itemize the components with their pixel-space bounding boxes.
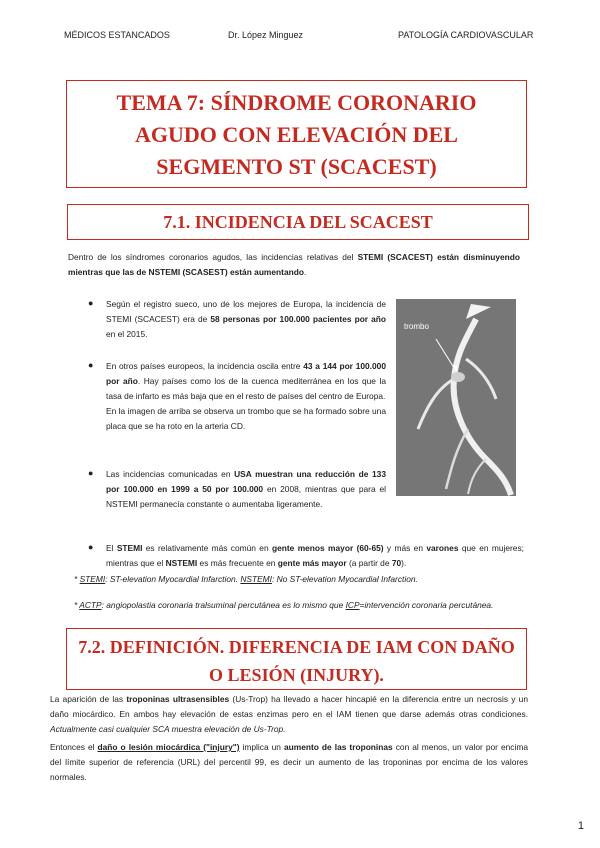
section-2-paragraph-2: Entonces el daño o lesión miocárdica ("injury") implica un aumento de las troponinas con al menos, un valor por encima del límite superior de referencia (URL) del percentil 99, es decir un aumento de las troponinas por encima de los valores normales. [50, 742, 528, 782]
document-title [66, 80, 527, 188]
bullet-dot: ● [88, 468, 94, 478]
section-1-heading: 7.1. INCIDENCIA DEL SCACEST [67, 204, 529, 240]
title-line-2: AGUDO CON ELEVACIÓN DEL [135, 122, 458, 147]
title-line-3: SEGMENTO ST (SCACEST) [156, 154, 437, 179]
footnote-1: * STEMI: ST-elevation Myocardial Infarction. NSTEMI: No ST-elevation Myocardial Infarction. [74, 574, 418, 584]
footnote-2: * ACTP: angiopolastia coronaria tralsuminal percutánea es lo mismo que ICP=intervención coronaria percutánea. [74, 600, 494, 610]
section-2-heading-line-2: O LESIÓN (INJURY). [209, 665, 384, 685]
section-2-paragraph-1: La aparición de las troponinas ultrasensibles (Us-Trop) ha llevado a hacer hincapié en la diferencia entre un necrosis y un daño miocárdico. En ambos hay elevación de estas enzimas pero en el IAM tienen que darse además otras condiciones. Actualmente casi cualquier SCA muestra elevación de Us-Trop. [50, 694, 528, 734]
bullet-2: En otros países europeos, la incidencia oscila entre 43 a 144 por 100.000 por año. Hay países como los de la cuenca mediterránea en los que la tasa de infarto es más baja que en el resto de países del centro de Europa. En la imagen de arriba se observa un trombo que se ha formado sobre una placa que se ha roto en la arteria CD. [106, 361, 386, 431]
bullet-dot: ● [88, 360, 94, 370]
image-label: trombo [404, 322, 429, 331]
bullet-dot: ● [88, 298, 94, 308]
header-center: Dr. López Minguez [228, 30, 304, 40]
bullet-4: El STEMI es relativamente más común en gente menos mayor (60-65) y más en varones que en mujeres; mientras que el NSTEMI es más frecuente en gente más mayor (a partir de 70). [106, 543, 524, 568]
header-right: PATOLOGÍA CARDIOVASCULAR [398, 30, 534, 40]
section-2-heading [66, 628, 527, 690]
header-left: MÉDICOS ESTANCADOS [64, 30, 170, 40]
bullet-1: Según el registro sueco, uno de los mejores de Europa, la incidencia de STEMI (SCACEST) era de 58 personas por 100.000 pacientes por año en el 2015. [106, 299, 387, 339]
title-line-1: TEMA 7: SÍNDROME CORONARIO [116, 90, 477, 115]
page-number: 1 [577, 820, 584, 832]
bullet-dot: ● [88, 542, 94, 552]
angiography-drawing [396, 299, 516, 496]
section-1-intro: Dentro de los síndromes coronarios agudos, las incidencias relativas del STEMI (SCACEST) están disminuyendo mientras que las de NSTEMI (SCASEST) están aumentando. [68, 252, 520, 277]
angiography-image [396, 299, 516, 496]
section-2-heading-line-1: 7.2. DEFINICIÓN. DIFERENCIA DE IAM CON DAÑO [78, 637, 515, 657]
bullet-3: Las incidencias comunicadas en USA muestran una reducción de 133 por 100.000 en 1999 a 50 por 100.000 en 2008, mientras que para el NSTEMI permanecía constante o aumentaba ligeramente. [106, 469, 386, 509]
